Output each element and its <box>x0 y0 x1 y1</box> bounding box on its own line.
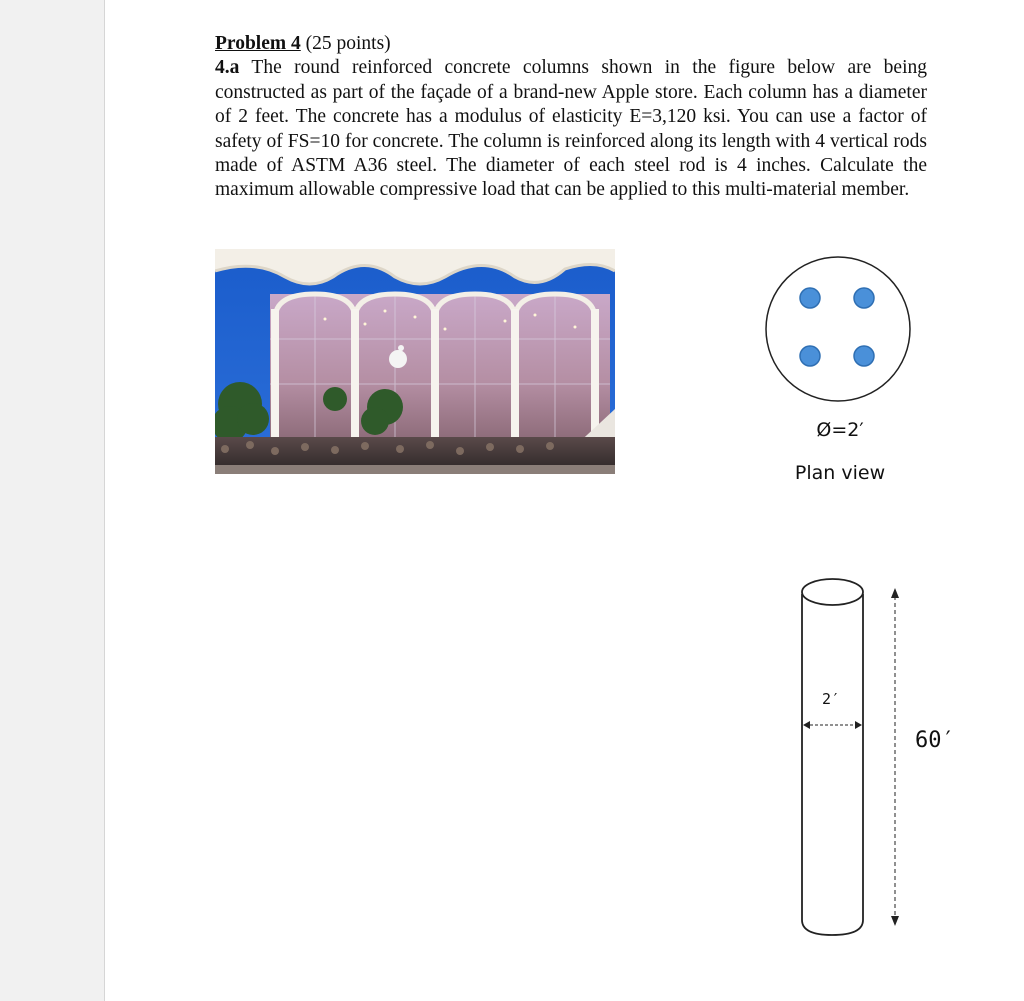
statement-text: The round reinforced concrete columns shown in the figure below are being constructed as part of the façade of a brand-new Apple store. Each column has a diameter of 2 feet. The concrete has a modulus of elasticity E=3,120 ksi. You can use a factor of safety of FS=10 for concrete. The column is reinforced along its length with 4 vertical rods made of ASTM A36 steel. The diameter of each steel rod is 4 inches. Calculate the maximum allowable compressive load that can be applied to this multi-material member. <box>215 57 927 201</box>
steel-rod <box>800 346 820 366</box>
column-length-label: 60′ <box>915 728 955 753</box>
arrow-down-icon <box>891 916 899 926</box>
plan-view-caption: Plan view <box>794 462 886 484</box>
column-cross-section <box>766 257 910 401</box>
column-elevation-figure <box>790 570 950 940</box>
plan-diameter-label: Ø=2′ <box>816 419 864 441</box>
column-top <box>802 579 863 605</box>
column-diameter-label: 2′ <box>822 690 841 708</box>
arrow-up-icon <box>891 588 899 598</box>
document-margin <box>0 0 105 1001</box>
steel-rod <box>854 288 874 308</box>
problem-points: (25 points) <box>300 33 391 54</box>
problem-text-block <box>215 32 927 203</box>
problem-heading <box>215 32 927 56</box>
plan-view-figure <box>762 253 914 405</box>
column-body <box>802 594 863 935</box>
problem-statement <box>215 56 927 202</box>
problem-title: Problem 4 <box>215 33 301 54</box>
part-label: 4.a <box>215 57 240 79</box>
steel-rod <box>800 288 820 308</box>
apple-store-photo <box>215 249 615 474</box>
steel-rod <box>854 346 874 366</box>
